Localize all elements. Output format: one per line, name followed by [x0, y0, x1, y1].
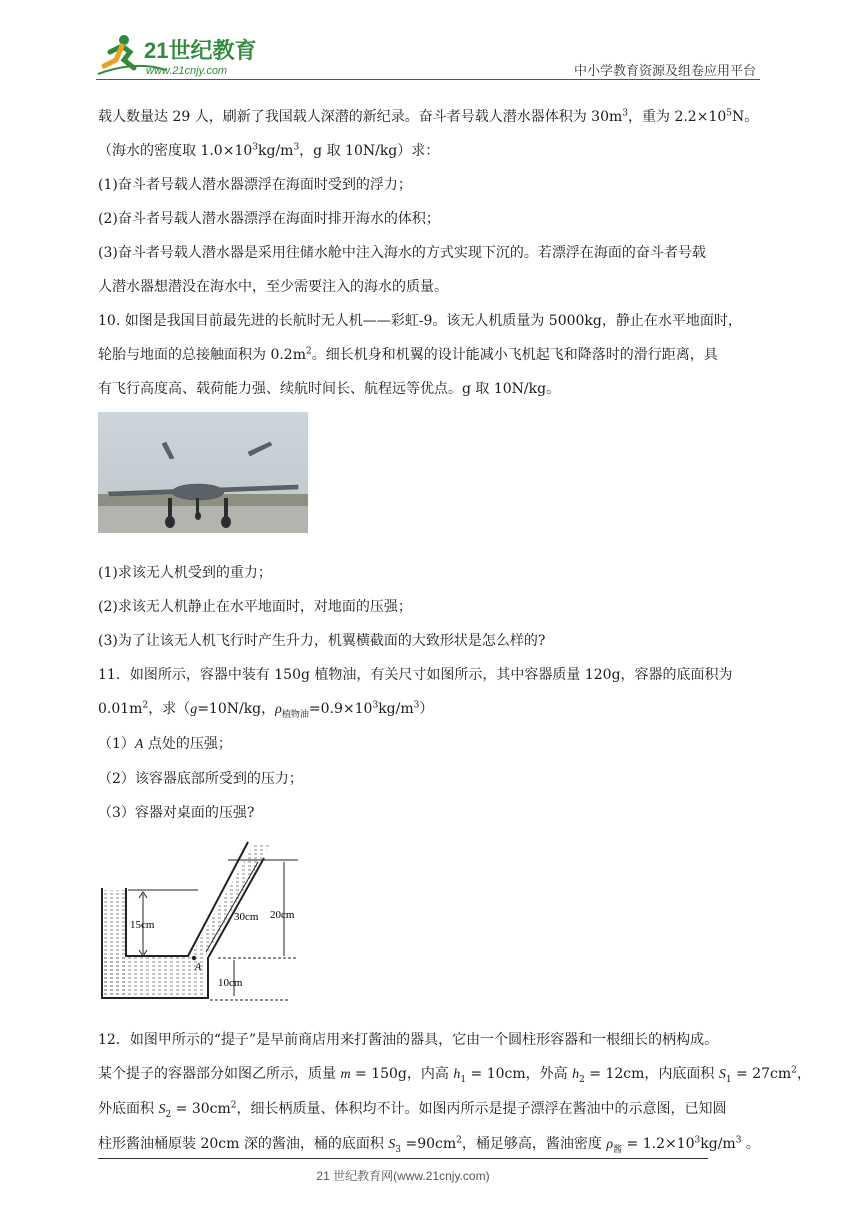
page-header: [96, 30, 760, 82]
header-divider: [96, 79, 760, 80]
label-point-a: A: [195, 962, 202, 973]
question-9-part-3: (3)奋斗者号载人潜水器是采用往储水舱中注入海水的方式实现下沉的。若漂浮在海面的奋斗者号载: [98, 245, 706, 261]
question-9-part-2: (2)奋斗者号载人潜水器漂浮在海面时排开海水的体积；: [98, 211, 440, 227]
document-body: [98, 100, 811, 1162]
question-11-part-3: （3）容器对桌面的压强?: [98, 805, 255, 821]
footer-text: 21 世纪教育网(www.21cnjy.com): [316, 1169, 490, 1183]
question-10-part-3: (3)为了让该无人机飞行时产生升力，机翼横截面的大致形状是怎么样的?: [98, 633, 546, 649]
question-10-stem: 10. 如图是我国目前最先进的长航时无人机——彩虹-9。该无人机质量为 5000kg，静止在水平地面时，: [98, 313, 742, 329]
text-line: $0.01m^2$，求（g=10N/kg，$\rho_{植物油}=0.9\times 10^3kg/m^3$）: [98, 700, 434, 720]
text-line: （海水的密度取 $1.0\times 10^3kg/m^3$，g 取 10N/kg）求：: [98, 142, 440, 159]
text-line: 载人数量达 29 人，刷新了我国载人深潜的新纪录。奋斗者号载人潜水器体积为 $30m^3$，重为 $2.2\times 10^5N$。: [98, 108, 759, 125]
question-12-stem: 12．如图甲所示的“提子”是早前商店用来打酱油的器具，它由一个圆柱形容器和一根细长的柄构成。: [98, 1032, 719, 1048]
label-30cm: 30cm: [234, 911, 259, 923]
question-9-part-3-cont: 人潜水器想潜没在海水中，至少需要注入的海水的质量。: [98, 279, 448, 295]
logo-url: www.21cnjy.com: [146, 65, 228, 77]
text-line: 外底面积 $S_2 = 30cm^2$，细长柄质量、体积均不计。如图丙所示是提子漂浮在酱油中的示意图，已知圆: [98, 1100, 727, 1120]
text-line: 有飞行高度高、载荷能力强、续航时间长、航程远等优点。g 取 10N/kg。: [98, 381, 561, 397]
label-10cm: 10cm: [218, 977, 243, 989]
text-line: 柱形酱油桶原装 20cm 深的酱油，桶的底面积 $S_3 =90cm^2$，桶足够高，酱油密度 $\rho_酱 = 1.2\times 10^3kg/m^3$ 。: [98, 1135, 760, 1155]
text-line: 轮胎与地面的总接触面积为 $0.2m^2$。细长机身和机翼的设计能减小飞机起飞和降落时的滑行距离，具: [98, 346, 718, 363]
page-footer: [98, 1158, 708, 1184]
label-15cm: 15cm: [130, 919, 155, 931]
container-diagram: [98, 836, 298, 1004]
question-10-part-1: (1)求该无人机受到的重力；: [98, 565, 272, 581]
question-11-stem: 11．如图所示，容器中装有 150g 植物油，有关尺寸如图所示，其中容器质量 120g，容器的底面积为: [98, 667, 733, 683]
drone-photo: [98, 412, 308, 533]
question-11-part-1: （1）A 点处的压强；: [98, 736, 232, 752]
platform-name: 中小学教育资源及组卷应用平台: [573, 64, 756, 79]
text-line: 某个提子的容器部分如图乙所示，质量 m = 150g，内高 $h_1 = 10cm$，外高 $h_2 = 12cm$，内底面积 $S_1 = 27cm^2$，: [98, 1065, 811, 1085]
site-logo: [96, 30, 266, 78]
label-20cm: 20cm: [270, 909, 295, 921]
question-11-part-2: （2）该容器底部所受到的压力；: [98, 771, 303, 787]
question-10-part-2: (2)求该无人机静止在水平地面时，对地面的压强；: [98, 599, 412, 615]
logo-text: 21世纪教育: [144, 38, 257, 63]
footer-divider: [98, 1158, 708, 1159]
question-9-part-1: (1)奋斗者号载人潜水器漂浮在海面时受到的浮力；: [98, 177, 412, 193]
